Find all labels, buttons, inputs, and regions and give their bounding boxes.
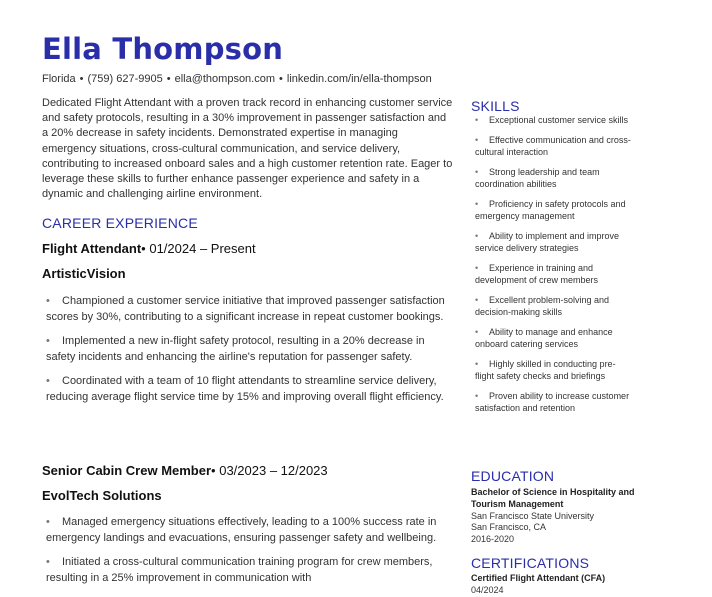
- bullet-dot: •: [475, 167, 479, 177]
- resume-name: Ella Thompson: [42, 32, 284, 66]
- bullet-dot: •: [46, 556, 50, 569]
- job-bullet: [42, 555, 456, 586]
- bullet-dot: •: [475, 199, 479, 209]
- skill-item: [475, 390, 633, 414]
- job-bullet: [42, 515, 456, 546]
- certification-entry: [471, 573, 641, 597]
- education-school: San Francisco State University: [471, 510, 595, 521]
- bullet-dot: •: [475, 135, 479, 145]
- skill-text: Effective communication and cross-cultural interaction: [475, 135, 631, 157]
- bullet-dot: •: [46, 375, 50, 388]
- bullet-dot: •: [46, 516, 50, 528]
- skills-heading: SKILLS: [471, 98, 520, 114]
- education-heading: EDUCATION: [471, 468, 555, 484]
- job-company: EvolTech Solutions: [42, 488, 162, 503]
- summary-paragraph: Dedicated Flight Attendant with a proven track record in enhancing customer service and safety protocols, resulting in a 30% improvement in passenger satisfaction and a 20% decrease in safety incidents. Demonstrated expertise in managing emergency situations, cross-cultural communication, and service delivery, contributing to increased onboard sales and a high customer retention rate. Eager to leverage these skills to further enhance passenger experience and safety in a dynamic and challenging airline environment.: [42, 97, 453, 201]
- bullet-dot: •: [46, 295, 50, 307]
- job-title-line: [42, 463, 328, 478]
- skill-text: Strong leadership and team coordination abilities: [475, 167, 600, 189]
- job-dates: • 01/2024 – Present: [141, 241, 256, 256]
- job-bullet: [42, 334, 456, 365]
- job-company: ArtisticVision: [42, 266, 126, 281]
- education-dates: 2016-2020: [471, 534, 515, 545]
- certifications-heading: CERTIFICATIONS: [471, 555, 590, 571]
- job-bullet: [42, 374, 456, 405]
- skill-item: [475, 230, 633, 254]
- bullet-text: Implemented a new in-flight safety protocol, resulting in a 20% decrease in safety incidents and enhancing the airline's reputation for passenger safety.: [46, 335, 425, 363]
- job-bullets: [42, 515, 456, 595]
- bullet-text: Initiated a cross-cultural communication training program for crew members, resulting in a 25% improvement in communication with: [46, 556, 433, 584]
- bullet-dot: •: [475, 359, 479, 369]
- skill-text: Experience in training and development of crew members: [475, 263, 599, 285]
- experience-heading: CAREER EXPERIENCE: [42, 215, 198, 231]
- bullet-text: Championed a customer service initiative that improved passenger satisfaction scores by 30%, contributing to a significant increase in repeat customer bookings.: [46, 295, 445, 323]
- skill-text: Proven ability to increase customer satisfaction and retention: [475, 391, 630, 413]
- job-bullet: [42, 294, 456, 325]
- skill-item: [475, 198, 633, 222]
- contact-linkedin[interactable]: linkedin.com/in/ella-thompson: [286, 73, 432, 85]
- job-title-line: [42, 241, 256, 256]
- contact-separator: •: [166, 73, 171, 85]
- skills-list: [475, 114, 633, 422]
- job-title: Senior Cabin Crew Member: [42, 463, 212, 478]
- skill-text: Ability to implement and improve service delivery strategies: [475, 231, 620, 253]
- bullet-dot: •: [475, 115, 479, 125]
- bullet-text: Coordinated with a team of 10 flight attendants to streamline service delivery, reducing average flight service time by 15% and improving overall flight efficiency.: [46, 375, 444, 403]
- bullet-dot: •: [475, 295, 479, 305]
- skill-item: [475, 114, 633, 126]
- job-dates: • 03/2023 – 12/2023: [211, 463, 328, 478]
- contact-location: Florida: [42, 73, 76, 85]
- skill-text: Excellent problem-solving and decision-making skills: [475, 295, 610, 317]
- contact-phone: (759) 627-9905: [87, 73, 163, 85]
- job-title: Flight Attendant: [42, 241, 142, 256]
- contact-separator: •: [79, 73, 84, 85]
- bullet-text: Managed emergency situations effectively, leading to a 100% success rate in emergency landings and evacuations, ensuring passenger safety and wellbeing.: [46, 516, 437, 544]
- skill-text: Ability to manage and enhance onboard catering services: [475, 327, 613, 349]
- skill-text: Proficiency in safety protocols and emergency management: [475, 199, 626, 221]
- skill-item: [475, 262, 633, 286]
- skill-item: [475, 134, 633, 158]
- contact-line: [42, 73, 432, 85]
- certification-date: 04/2024: [471, 584, 504, 595]
- bullet-dot: •: [475, 263, 479, 273]
- job-bullets: [42, 294, 456, 415]
- contact-email[interactable]: ella@thompson.com: [174, 73, 276, 85]
- certification-name: Certified Flight Attendant (CFA): [471, 573, 606, 583]
- bullet-dot: •: [475, 231, 479, 241]
- skill-text: Exceptional customer service skills: [489, 115, 629, 125]
- skill-text: Highly skilled in conducting pre-flight safety checks and briefings: [475, 359, 616, 381]
- skill-item: [475, 294, 633, 318]
- skill-item: [475, 358, 633, 382]
- education-entry: [471, 487, 641, 546]
- skill-item: [475, 326, 633, 350]
- bullet-dot: •: [46, 335, 50, 348]
- contact-separator: •: [279, 73, 283, 85]
- bullet-dot: •: [475, 391, 479, 401]
- bullet-dot: •: [475, 327, 479, 337]
- education-location: San Francisco, CA: [471, 522, 547, 533]
- skill-item: [475, 166, 633, 190]
- education-degree: Bachelor of Science in Hospitality and Tourism Management: [471, 487, 635, 509]
